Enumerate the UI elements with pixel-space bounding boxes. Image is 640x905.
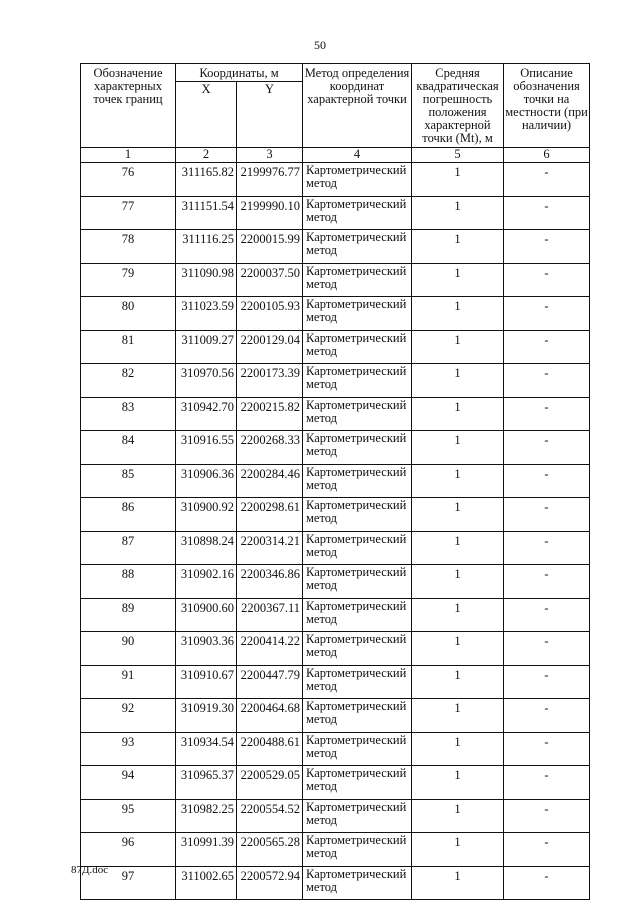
y-coordinate-cell: 2200572.94 — [237, 866, 303, 900]
method-cell: Картометрический метод — [303, 732, 412, 766]
method-cell: Картометрический метод — [303, 397, 412, 431]
point-number-cell: 85 — [81, 464, 176, 498]
table-row — [81, 330, 590, 364]
point-number-cell: 90 — [81, 632, 176, 666]
column-number-row — [81, 148, 590, 163]
y-coordinate-cell: 2200414.22 — [237, 632, 303, 666]
description-cell: - — [504, 799, 590, 833]
point-number-cell: 78 — [81, 230, 176, 264]
point-number-cell: 93 — [81, 732, 176, 766]
table-row — [81, 230, 590, 264]
error-cell: 1 — [412, 431, 504, 465]
method-cell: Картометрический метод — [303, 431, 412, 465]
error-cell: 1 — [412, 565, 504, 599]
y-coordinate-cell: 2200529.05 — [237, 766, 303, 800]
column-number: 5 — [412, 148, 504, 163]
point-number-cell: 95 — [81, 799, 176, 833]
y-coordinate-cell: 2200268.33 — [237, 431, 303, 465]
y-coordinate-cell: 2200215.82 — [237, 397, 303, 431]
x-coordinate-cell: 310900.60 — [176, 598, 237, 632]
method-cell: Картометрический метод — [303, 263, 412, 297]
method-cell: Картометрический метод — [303, 230, 412, 264]
point-number-cell: 87 — [81, 531, 176, 565]
y-coordinate-cell: 2199976.77 — [237, 163, 303, 197]
error-cell: 1 — [412, 531, 504, 565]
table-row — [81, 364, 590, 398]
description-cell: - — [504, 397, 590, 431]
x-coordinate-cell: 311009.27 — [176, 330, 237, 364]
method-cell: Картометрический метод — [303, 330, 412, 364]
y-coordinate-cell: 2200173.39 — [237, 364, 303, 398]
x-coordinate-cell: 310906.36 — [176, 464, 237, 498]
column-number: 6 — [504, 148, 590, 163]
page-number: 50 — [314, 38, 326, 52]
method-cell: Картометрический метод — [303, 766, 412, 800]
error-cell: 1 — [412, 263, 504, 297]
method-cell: Картометрический метод — [303, 833, 412, 867]
x-coordinate-cell: 310982.25 — [176, 799, 237, 833]
error-cell: 1 — [412, 196, 504, 230]
table-row — [81, 665, 590, 699]
description-cell: - — [504, 364, 590, 398]
point-number-cell: 94 — [81, 766, 176, 800]
description-cell: - — [504, 565, 590, 599]
error-cell: 1 — [412, 598, 504, 632]
column-number: 4 — [303, 148, 412, 163]
y-coordinate-cell: 2200015.99 — [237, 230, 303, 264]
x-coordinate-cell: 311165.82 — [176, 163, 237, 197]
x-coordinate-cell: 310919.30 — [176, 699, 237, 733]
method-cell: Картометрический метод — [303, 699, 412, 733]
x-coordinate-cell: 310900.92 — [176, 498, 237, 532]
x-coordinate-cell: 311116.25 — [176, 230, 237, 264]
description-cell: - — [504, 230, 590, 264]
coordinates-table — [80, 63, 590, 900]
y-coordinate-cell: 2200284.46 — [237, 464, 303, 498]
y-coordinate-cell: 2200488.61 — [237, 732, 303, 766]
error-cell: 1 — [412, 163, 504, 197]
point-number-cell: 89 — [81, 598, 176, 632]
error-cell: 1 — [412, 665, 504, 699]
table-row — [81, 397, 590, 431]
description-cell: - — [504, 163, 590, 197]
y-coordinate-cell: 2200105.93 — [237, 297, 303, 331]
header-coordinates: Координаты, м — [176, 64, 303, 82]
x-coordinate-cell: 310898.24 — [176, 531, 237, 565]
table-row — [81, 632, 590, 666]
error-cell: 1 — [412, 732, 504, 766]
point-number-cell: 77 — [81, 196, 176, 230]
x-coordinate-cell: 310991.39 — [176, 833, 237, 867]
error-cell: 1 — [412, 297, 504, 331]
method-cell: Картометрический метод — [303, 632, 412, 666]
error-cell: 1 — [412, 364, 504, 398]
point-number-cell: 84 — [81, 431, 176, 465]
header-description: Описание обозначения точки на местности (при наличии) — [504, 64, 590, 148]
y-coordinate-cell: 2200367.11 — [237, 598, 303, 632]
description-cell: - — [504, 531, 590, 565]
point-number-cell: 76 — [81, 163, 176, 197]
table-row — [81, 531, 590, 565]
error-cell: 1 — [412, 330, 504, 364]
table-row — [81, 833, 590, 867]
x-coordinate-cell: 311023.59 — [176, 297, 237, 331]
error-cell: 1 — [412, 699, 504, 733]
point-number-cell: 96 — [81, 833, 176, 867]
method-cell: Картометрический метод — [303, 866, 412, 900]
y-coordinate-cell: 2200346.86 — [237, 565, 303, 599]
x-coordinate-cell: 311002.65 — [176, 866, 237, 900]
header-method: Метод определения координат характерной точки — [303, 64, 412, 148]
description-cell: - — [504, 196, 590, 230]
method-cell: Картометрический метод — [303, 364, 412, 398]
x-coordinate-cell: 310965.37 — [176, 766, 237, 800]
point-number-cell: 83 — [81, 397, 176, 431]
x-coordinate-cell: 310916.55 — [176, 431, 237, 465]
column-number: 3 — [237, 148, 303, 163]
error-cell: 1 — [412, 766, 504, 800]
table-row — [81, 565, 590, 599]
header-error: Средняя квадратическая погрешность положения характерной точки (Mt), м — [412, 64, 504, 148]
table-row — [81, 598, 590, 632]
table-row — [81, 766, 590, 800]
x-coordinate-cell: 310910.67 — [176, 665, 237, 699]
point-number-cell: 86 — [81, 498, 176, 532]
method-cell: Картометрический метод — [303, 498, 412, 532]
error-cell: 1 — [412, 464, 504, 498]
method-cell: Картометрический метод — [303, 297, 412, 331]
header-point: Обозначение характерных точек границ — [81, 64, 176, 148]
footer-filename: 87Д.doc — [71, 864, 109, 876]
point-number-cell: 81 — [81, 330, 176, 364]
method-cell: Картометрический метод — [303, 565, 412, 599]
description-cell: - — [504, 665, 590, 699]
x-coordinate-cell: 310942.70 — [176, 397, 237, 431]
table-row — [81, 866, 590, 900]
description-cell: - — [504, 330, 590, 364]
error-cell: 1 — [412, 866, 504, 900]
point-number-cell: 97 — [81, 866, 176, 900]
x-coordinate-cell: 310934.54 — [176, 732, 237, 766]
error-cell: 1 — [412, 498, 504, 532]
description-cell: - — [504, 833, 590, 867]
header-x: X — [176, 82, 237, 148]
error-cell: 1 — [412, 799, 504, 833]
x-coordinate-cell: 310970.56 — [176, 364, 237, 398]
method-cell: Картометрический метод — [303, 531, 412, 565]
y-coordinate-cell: 2200314.21 — [237, 531, 303, 565]
description-cell: - — [504, 632, 590, 666]
table-row — [81, 732, 590, 766]
x-coordinate-cell: 310902.16 — [176, 565, 237, 599]
table-row — [81, 196, 590, 230]
description-cell: - — [504, 263, 590, 297]
table-row — [81, 163, 590, 197]
table-row — [81, 464, 590, 498]
header-y: Y — [237, 82, 303, 148]
point-number-cell: 82 — [81, 364, 176, 398]
y-coordinate-cell: 2199990.10 — [237, 196, 303, 230]
description-cell: - — [504, 766, 590, 800]
description-cell: - — [504, 598, 590, 632]
error-cell: 1 — [412, 632, 504, 666]
description-cell: - — [504, 431, 590, 465]
y-coordinate-cell: 2200565.28 — [237, 833, 303, 867]
table-row — [81, 431, 590, 465]
x-coordinate-cell: 311090.98 — [176, 263, 237, 297]
method-cell: Картометрический метод — [303, 196, 412, 230]
description-cell: - — [504, 498, 590, 532]
method-cell: Картометрический метод — [303, 665, 412, 699]
description-cell: - — [504, 732, 590, 766]
table-row — [81, 297, 590, 331]
method-cell: Картометрический метод — [303, 598, 412, 632]
method-cell: Картометрический метод — [303, 464, 412, 498]
table-row — [81, 799, 590, 833]
error-cell: 1 — [412, 397, 504, 431]
table-row — [81, 699, 590, 733]
y-coordinate-cell: 2200554.52 — [237, 799, 303, 833]
x-coordinate-cell: 310903.36 — [176, 632, 237, 666]
method-cell: Картометрический метод — [303, 163, 412, 197]
description-cell: - — [504, 699, 590, 733]
table-row — [81, 263, 590, 297]
point-number-cell: 92 — [81, 699, 176, 733]
y-coordinate-cell: 2200447.79 — [237, 665, 303, 699]
column-number: 2 — [176, 148, 237, 163]
point-number-cell: 80 — [81, 297, 176, 331]
table-row — [81, 498, 590, 532]
description-cell: - — [504, 297, 590, 331]
description-cell: - — [504, 866, 590, 900]
y-coordinate-cell: 2200298.61 — [237, 498, 303, 532]
point-number-cell: 88 — [81, 565, 176, 599]
column-number: 1 — [81, 148, 176, 163]
y-coordinate-cell: 2200464.68 — [237, 699, 303, 733]
y-coordinate-cell: 2200037.50 — [237, 263, 303, 297]
error-cell: 1 — [412, 833, 504, 867]
x-coordinate-cell: 311151.54 — [176, 196, 237, 230]
point-number-cell: 91 — [81, 665, 176, 699]
method-cell: Картометрический метод — [303, 799, 412, 833]
point-number-cell: 79 — [81, 263, 176, 297]
description-cell: - — [504, 464, 590, 498]
error-cell: 1 — [412, 230, 504, 264]
y-coordinate-cell: 2200129.04 — [237, 330, 303, 364]
